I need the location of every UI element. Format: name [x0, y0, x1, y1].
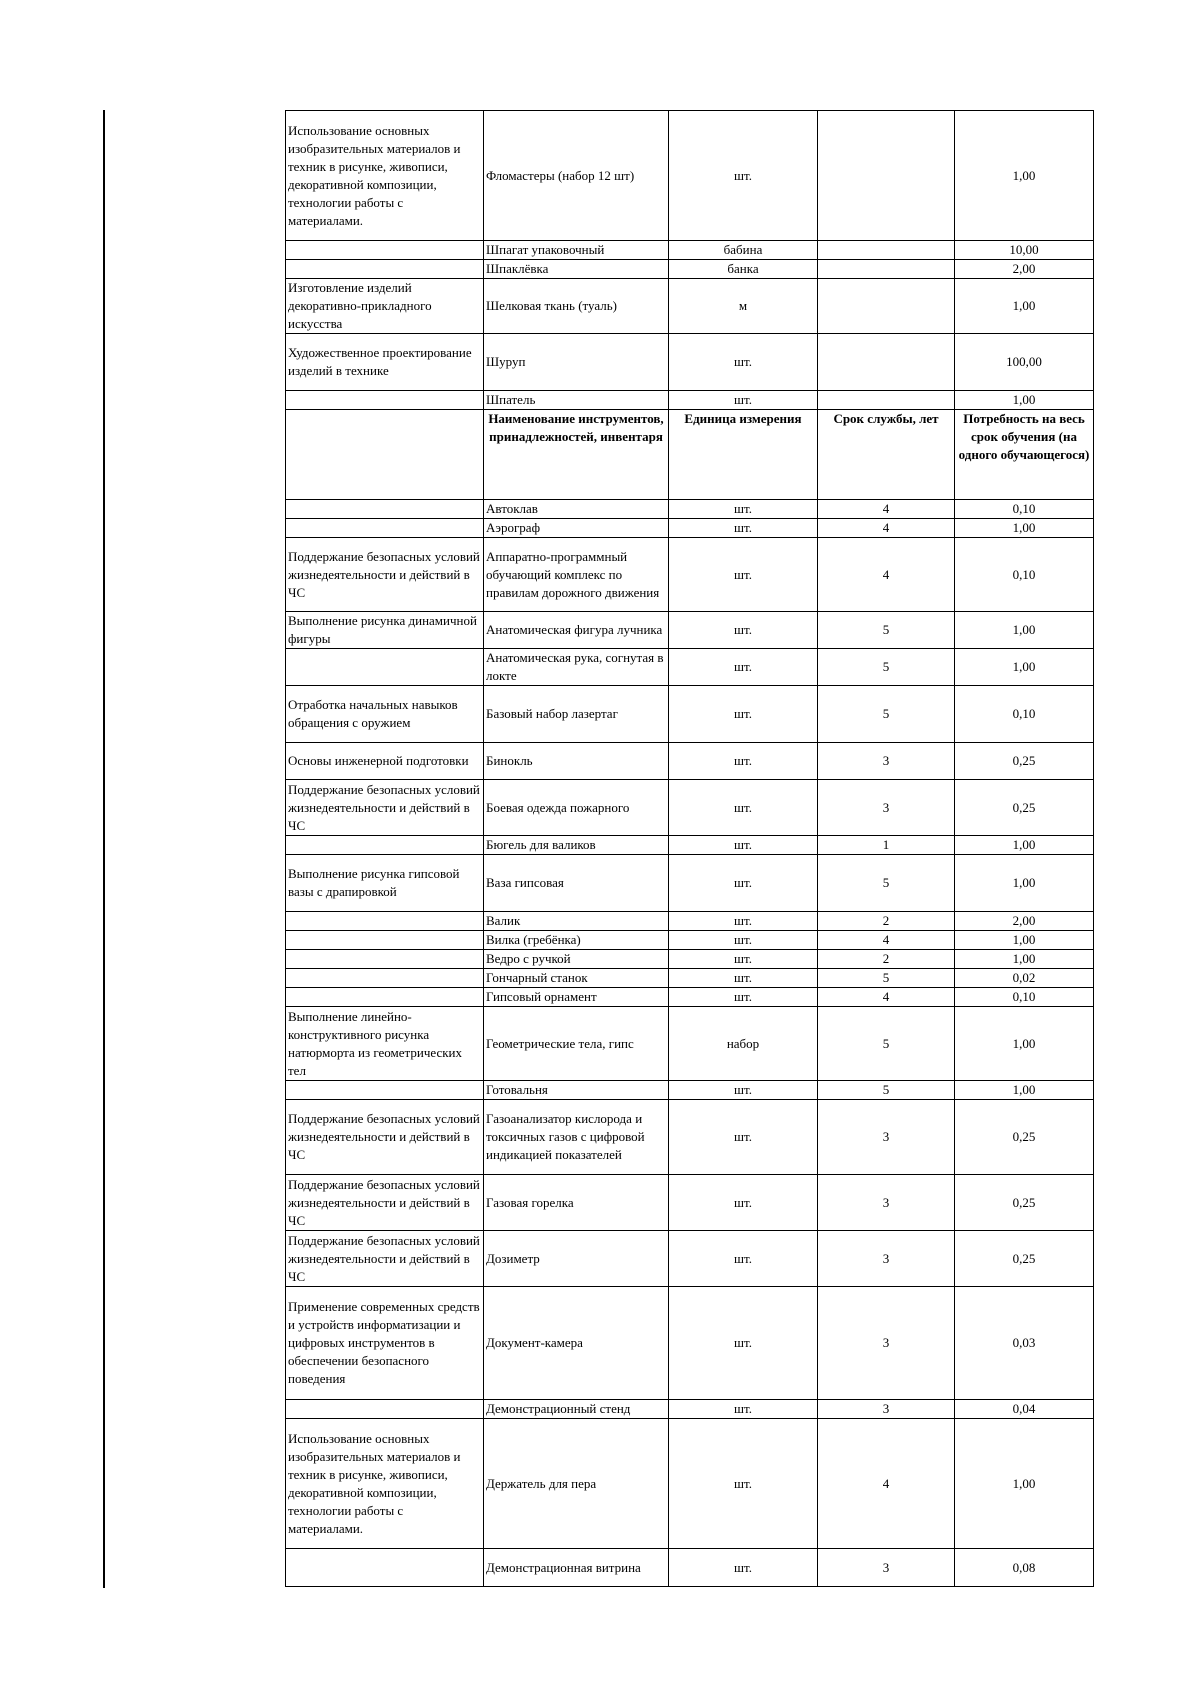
service-life-cell: 4 — [818, 538, 955, 612]
item-name-cell: Шуруп — [484, 334, 669, 391]
table-row — [286, 1549, 1094, 1587]
equipment-table-body — [286, 111, 1094, 1587]
left-margin-rule — [103, 110, 105, 1588]
activity-cell: Использование основных изобразительных материалов и техник в рисунке, живописи, декоративной композиции, технологии работы с материалами. — [286, 111, 484, 241]
item-name-cell: Газоанализатор кислорода и токсичных газов с цифровой индикацией показателей — [484, 1100, 669, 1175]
activity-cell: Применение современных средств и устройств информатизации и цифровых инструментов в обеспечении безопасного поведения — [286, 1287, 484, 1400]
activity-cell — [286, 391, 484, 410]
requirement-cell: 10,00 — [955, 241, 1094, 260]
table-row — [286, 836, 1094, 855]
service-life-cell — [818, 111, 955, 241]
requirement-cell: 2,00 — [955, 260, 1094, 279]
activity-cell: Отработка начальных навыков обращения с оружием — [286, 686, 484, 743]
item-name-cell: Шпаклёвка — [484, 260, 669, 279]
service-life-cell: 4 — [818, 519, 955, 538]
table-row — [286, 519, 1094, 538]
requirement-cell: 0,08 — [955, 1549, 1094, 1587]
activity-cell: Использование основных изобразительных материалов и техник в рисунке, живописи, декоративной композиции, технологии работы с материалами. — [286, 1419, 484, 1549]
service-life-cell: 5 — [818, 855, 955, 912]
unit-cell: шт. — [669, 855, 818, 912]
requirement-cell: Потребность на весь срок обучения (на одного обучающегося) — [955, 410, 1094, 500]
table-row — [286, 1400, 1094, 1419]
activity-cell — [286, 969, 484, 988]
unit-cell: шт. — [669, 519, 818, 538]
table-row — [286, 1419, 1094, 1549]
unit-cell: шт. — [669, 743, 818, 780]
table-header-row — [286, 410, 1094, 500]
service-life-cell: 1 — [818, 836, 955, 855]
service-life-cell: 5 — [818, 649, 955, 686]
service-life-cell: 2 — [818, 950, 955, 969]
item-name-cell: Демонстрационный стенд — [484, 1400, 669, 1419]
unit-cell: шт. — [669, 1287, 818, 1400]
requirement-cell: 1,00 — [955, 1007, 1094, 1081]
activity-cell: Изготовление изделий декоративно-прикладного искусства — [286, 279, 484, 334]
unit-cell: шт. — [669, 500, 818, 519]
table-row — [286, 538, 1094, 612]
activity-cell — [286, 1549, 484, 1587]
table-row — [286, 241, 1094, 260]
activity-cell — [286, 988, 484, 1007]
activity-cell: Поддержание безопасных условий жизнедеятельности и действий в ЧС — [286, 538, 484, 612]
requirement-cell: 1,00 — [955, 391, 1094, 410]
unit-cell: шт. — [669, 1100, 818, 1175]
requirement-cell: 0,03 — [955, 1287, 1094, 1400]
table-row — [286, 855, 1094, 912]
requirement-cell: 0,25 — [955, 743, 1094, 780]
item-name-cell: Держатель для пера — [484, 1419, 669, 1549]
activity-cell — [286, 931, 484, 950]
table-row — [286, 780, 1094, 836]
service-life-cell: 3 — [818, 743, 955, 780]
table-row — [286, 1100, 1094, 1175]
activity-cell — [286, 260, 484, 279]
table-row — [286, 1175, 1094, 1231]
item-name-cell: Гончарный станок — [484, 969, 669, 988]
unit-cell: шт. — [669, 391, 818, 410]
service-life-cell: 5 — [818, 612, 955, 649]
activity-cell — [286, 500, 484, 519]
table-row — [286, 743, 1094, 780]
unit-cell: шт. — [669, 780, 818, 836]
unit-cell: шт. — [669, 912, 818, 931]
activity-cell — [286, 836, 484, 855]
requirement-cell: 2,00 — [955, 912, 1094, 931]
item-name-cell: Газовая горелка — [484, 1175, 669, 1231]
table-row — [286, 1287, 1094, 1400]
requirement-cell: 0,02 — [955, 969, 1094, 988]
item-name-cell: Автоклав — [484, 500, 669, 519]
service-life-cell: 5 — [818, 1007, 955, 1081]
service-life-cell: 3 — [818, 1400, 955, 1419]
unit-cell: шт. — [669, 1400, 818, 1419]
item-name-cell: Аэрограф — [484, 519, 669, 538]
equipment-table — [285, 110, 1094, 1587]
unit-cell: бабина — [669, 241, 818, 260]
item-name-cell: Анатомическая рука, согнутая в локте — [484, 649, 669, 686]
unit-cell: шт. — [669, 686, 818, 743]
item-name-cell: Бюгель для валиков — [484, 836, 669, 855]
item-name-cell: Шпатель — [484, 391, 669, 410]
unit-cell: шт. — [669, 111, 818, 241]
item-name-cell: Фломастеры (набор 12 шт) — [484, 111, 669, 241]
unit-cell: шт. — [669, 836, 818, 855]
table-row — [286, 260, 1094, 279]
requirement-cell: 1,00 — [955, 1081, 1094, 1100]
requirement-cell: 0,25 — [955, 1231, 1094, 1287]
unit-cell: шт. — [669, 538, 818, 612]
table-row — [286, 912, 1094, 931]
service-life-cell: 5 — [818, 1081, 955, 1100]
table-row — [286, 612, 1094, 649]
service-life-cell: 5 — [818, 969, 955, 988]
service-life-cell: 4 — [818, 988, 955, 1007]
service-life-cell: 3 — [818, 780, 955, 836]
item-name-cell: Геометрические тела, гипс — [484, 1007, 669, 1081]
activity-cell — [286, 1081, 484, 1100]
unit-cell: м — [669, 279, 818, 334]
requirement-cell: 0,10 — [955, 988, 1094, 1007]
requirement-cell: 0,10 — [955, 686, 1094, 743]
item-name-cell: Дозиметр — [484, 1231, 669, 1287]
activity-cell: Поддержание безопасных условий жизнедеятельности и действий в ЧС — [286, 1231, 484, 1287]
service-life-cell — [818, 391, 955, 410]
service-life-cell: 3 — [818, 1549, 955, 1587]
item-name-cell: Анатомическая фигура лучника — [484, 612, 669, 649]
unit-cell: шт. — [669, 950, 818, 969]
service-life-cell: 4 — [818, 500, 955, 519]
unit-cell: шт. — [669, 1175, 818, 1231]
requirement-cell: 1,00 — [955, 950, 1094, 969]
activity-cell: Выполнение рисунка динамичной фигуры — [286, 612, 484, 649]
unit-cell: шт. — [669, 1549, 818, 1587]
requirement-cell: 1,00 — [955, 519, 1094, 538]
table-row — [286, 1007, 1094, 1081]
requirement-cell: 0,25 — [955, 1100, 1094, 1175]
requirement-cell: 0,25 — [955, 780, 1094, 836]
requirement-cell: 1,00 — [955, 931, 1094, 950]
table-row — [286, 686, 1094, 743]
table-row — [286, 279, 1094, 334]
activity-cell: Основы инженерной подготовки — [286, 743, 484, 780]
service-life-cell: 2 — [818, 912, 955, 931]
item-name-cell: Наименование инструментов, принадлежностей, инвентаря — [484, 410, 669, 500]
unit-cell: шт. — [669, 612, 818, 649]
item-name-cell: Вилка (гребёнка) — [484, 931, 669, 950]
requirement-cell: 0,04 — [955, 1400, 1094, 1419]
item-name-cell: Демонстрационная витрина — [484, 1549, 669, 1587]
requirement-cell: 0,25 — [955, 1175, 1094, 1231]
unit-cell: Единица измерения — [669, 410, 818, 500]
table-row — [286, 649, 1094, 686]
activity-cell — [286, 410, 484, 500]
table-row — [286, 391, 1094, 410]
table-row — [286, 950, 1094, 969]
unit-cell: шт. — [669, 969, 818, 988]
activity-cell: Художественное проектирование изделий в технике — [286, 334, 484, 391]
service-life-cell: 3 — [818, 1287, 955, 1400]
activity-cell: Поддержание безопасных условий жизнедеятельности и действий в ЧС — [286, 780, 484, 836]
service-life-cell: Срок службы, лет — [818, 410, 955, 500]
unit-cell: шт. — [669, 1419, 818, 1549]
item-name-cell: Шпагат упаковочный — [484, 241, 669, 260]
requirement-cell: 0,10 — [955, 500, 1094, 519]
table-row — [286, 1081, 1094, 1100]
table-row — [286, 988, 1094, 1007]
item-name-cell: Валик — [484, 912, 669, 931]
item-name-cell: Шелковая ткань (туаль) — [484, 279, 669, 334]
unit-cell: шт. — [669, 649, 818, 686]
service-life-cell: 3 — [818, 1100, 955, 1175]
requirement-cell: 1,00 — [955, 111, 1094, 241]
activity-cell — [286, 649, 484, 686]
requirement-cell: 100,00 — [955, 334, 1094, 391]
service-life-cell: 3 — [818, 1175, 955, 1231]
service-life-cell: 5 — [818, 686, 955, 743]
activity-cell: Поддержание безопасных условий жизнедеятельности и действий в ЧС — [286, 1100, 484, 1175]
item-name-cell: Ведро с ручкой — [484, 950, 669, 969]
activity-cell: Поддержание безопасных условий жизнедеятельности и действий в ЧС — [286, 1175, 484, 1231]
item-name-cell: Гипсовый орнамент — [484, 988, 669, 1007]
item-name-cell: Ваза гипсовая — [484, 855, 669, 912]
table-row — [286, 334, 1094, 391]
table-row — [286, 500, 1094, 519]
requirement-cell: 1,00 — [955, 836, 1094, 855]
activity-cell — [286, 519, 484, 538]
requirement-cell: 1,00 — [955, 1419, 1094, 1549]
service-life-cell — [818, 260, 955, 279]
table-row — [286, 111, 1094, 241]
requirement-cell: 1,00 — [955, 649, 1094, 686]
item-name-cell: Аппаратно-программный обучающий комплекс по правилам дорожного движения — [484, 538, 669, 612]
activity-cell — [286, 1400, 484, 1419]
service-life-cell: 3 — [818, 1231, 955, 1287]
item-name-cell: Готовальня — [484, 1081, 669, 1100]
service-life-cell — [818, 241, 955, 260]
service-life-cell: 4 — [818, 1419, 955, 1549]
item-name-cell: Бинокль — [484, 743, 669, 780]
activity-cell: Выполнение рисунка гипсовой вазы с драпировкой — [286, 855, 484, 912]
item-name-cell: Боевая одежда пожарного — [484, 780, 669, 836]
item-name-cell: Документ-камера — [484, 1287, 669, 1400]
activity-cell — [286, 241, 484, 260]
unit-cell: шт. — [669, 1231, 818, 1287]
unit-cell: шт. — [669, 988, 818, 1007]
requirement-cell: 1,00 — [955, 612, 1094, 649]
table-row — [286, 931, 1094, 950]
service-life-cell — [818, 279, 955, 334]
service-life-cell: 4 — [818, 931, 955, 950]
requirement-cell: 0,10 — [955, 538, 1094, 612]
unit-cell: набор — [669, 1007, 818, 1081]
table-row — [286, 1231, 1094, 1287]
activity-cell — [286, 912, 484, 931]
unit-cell: шт. — [669, 1081, 818, 1100]
unit-cell: шт. — [669, 334, 818, 391]
activity-cell: Выполнение линейно-конструктивного рисунка натюрморта из геометрических тел — [286, 1007, 484, 1081]
item-name-cell: Базовый набор лазертаг — [484, 686, 669, 743]
requirement-cell: 1,00 — [955, 279, 1094, 334]
service-life-cell — [818, 334, 955, 391]
unit-cell: шт. — [669, 931, 818, 950]
requirement-cell: 1,00 — [955, 855, 1094, 912]
table-row — [286, 969, 1094, 988]
unit-cell: банка — [669, 260, 818, 279]
activity-cell — [286, 950, 484, 969]
